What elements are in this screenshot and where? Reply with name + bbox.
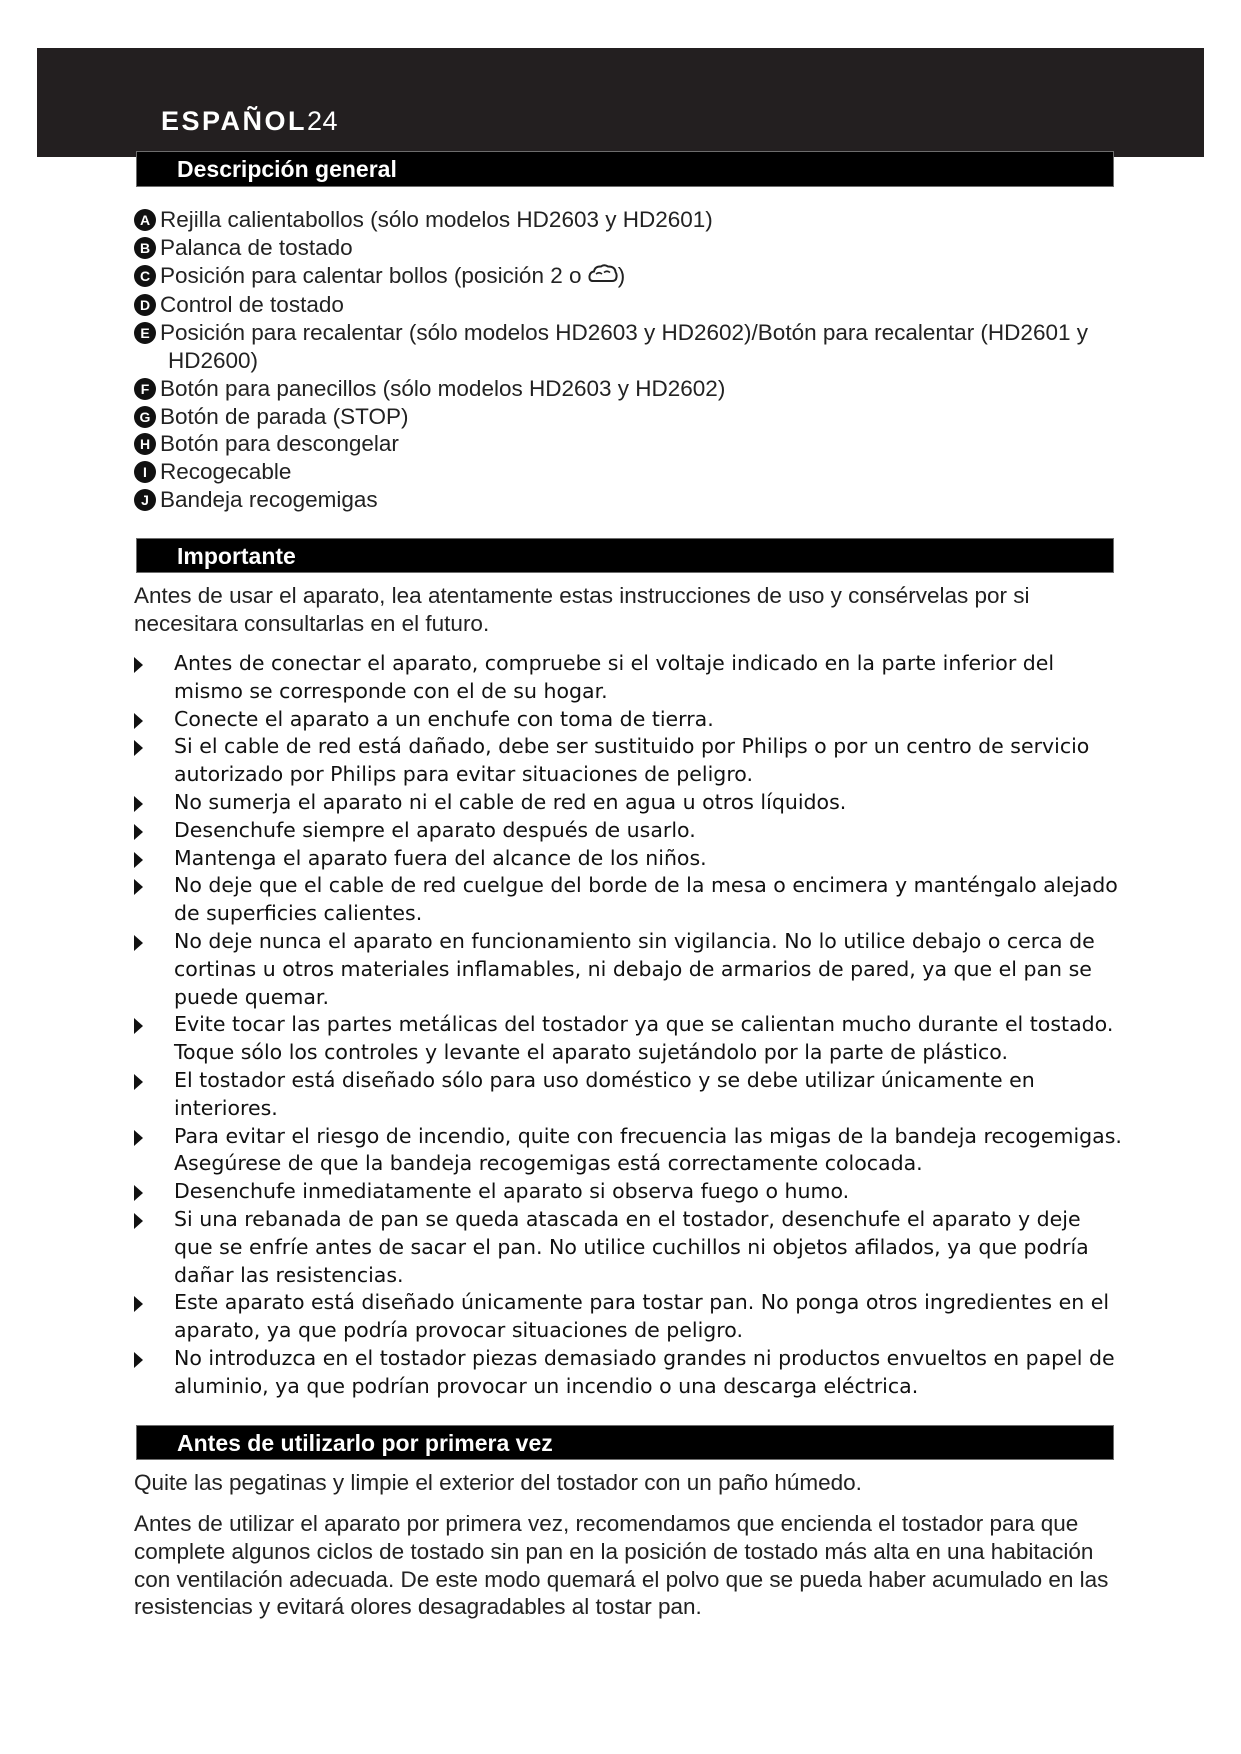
warning-text: No introduzca en el tostador piezas demasiado grandes ni productos envueltos en papel de aluminio, ya que podrían provocar un incendio o una descarga eléctrica. [174, 1345, 1115, 1398]
warning-text: No deje nunca el aparato en funcionamiento sin vigilancia. No lo utilice debajo o cerca de cortinas u otros materiales inflamables, ni debajo de armarios de pared, ya que el pan se puede quemar. [174, 928, 1095, 1009]
warning-text: Este aparato está diseñado únicamente para tostar pan. No ponga otros ingredientes en el aparato, ya que podría provocar situaciones de peligro. [174, 1290, 1110, 1343]
list-item [134, 1178, 1124, 1206]
item-text: Botón para descongelar [160, 431, 399, 457]
bullet-icon [134, 1074, 143, 1090]
list-item [134, 403, 1124, 431]
item-text-after: ) [617, 262, 626, 288]
warning-text: Si el cable de red está dañado, debe ser sustituido por Philips o por un centro de servicio autorizado por Philips para evitar situaciones de peligro. [174, 734, 1090, 787]
header-band [37, 48, 1204, 157]
bullet-icon [134, 824, 143, 840]
list-item [134, 1206, 1124, 1289]
list-item [134, 319, 1124, 375]
page-header [161, 106, 338, 137]
list-item [134, 733, 1124, 789]
letter-badge: A [134, 209, 156, 231]
warning-text: Evite tocar las partes metálicas del tostador ya que se calientan mucho durante el tostado. Toque sólo los controles y levante el aparato sujetándolo por la parte de plástico. [174, 1012, 1114, 1065]
warning-text: Conecte el aparato a un enchufe con toma de tierra. [174, 706, 714, 731]
warning-list [134, 650, 1124, 1401]
warning-text: Para evitar el riesgo de incendio, quite con frecuencia las migas de la bandeja recogemigas. Asegúrese de que la bandeja recogemigas está correctamente colocada. [174, 1123, 1122, 1176]
warning-text: No deje que el cable de red cuelgue del borde de la mesa o encimera y manténgalo alejado de superficies calientes. [174, 873, 1118, 926]
bullet-icon [134, 1213, 143, 1229]
letter-badge: C [134, 265, 156, 287]
warning-text: Desenchufe siempre el aparato después de usarlo. [174, 817, 696, 842]
bullet-icon [134, 1352, 143, 1368]
bullet-icon [134, 935, 143, 951]
section-title-overview: Descripción general [136, 151, 1114, 187]
letter-badge: B [134, 237, 156, 259]
list-item [134, 650, 1124, 706]
letter-badge: E [134, 322, 156, 344]
letter-badge: J [134, 489, 156, 511]
list-item [134, 845, 1124, 873]
list-item [134, 872, 1124, 928]
bullet-icon [134, 852, 143, 868]
list-item [134, 458, 1124, 486]
page-number: 24 [307, 106, 339, 136]
warning-text: No sumerja el aparato ni el cable de red en agua u otros líquidos. [174, 789, 847, 814]
list-item [134, 486, 1124, 514]
bullet-icon [134, 1018, 143, 1034]
section-title-important: Importante [136, 538, 1114, 573]
item-text: Botón para panecillos (sólo modelos HD2603 y HD2602) [160, 375, 726, 401]
list-item [134, 206, 1124, 234]
item-text: Posición para recalentar (sólo modelos HD2603 y HD2602)/Botón para recalentar (HD2601 y [160, 320, 1088, 346]
list-item [134, 1289, 1124, 1345]
overview-list [134, 206, 1124, 514]
letter-badge: G [134, 406, 156, 428]
item-text: Posición para calentar bollos (posición 2 o [160, 262, 588, 288]
important-intro: Antes de usar el aparato, lea atentamente estas instrucciones de uso y consérvelas por si necesitara consultarlas en el futuro. [134, 583, 1030, 636]
header-language: ESPAÑOL [161, 106, 308, 136]
list-item [134, 706, 1124, 734]
list-item [134, 1011, 1124, 1067]
letter-badge: F [134, 378, 156, 400]
first-use-paragraph-2: Antes de utilizar el aparato por primera vez, recomendamos que encienda el tostador para que complete algunos ciclos de tostado sin pan en la posición de tostado más alta en una habitación con ventilación adecuada. De este modo quemará el polvo que se pueda haber acumulado en las resistencias y evitará olores desagradables al tostar pan. [134, 1511, 1109, 1620]
bullet-icon [134, 713, 143, 729]
list-item [134, 817, 1124, 845]
list-item [134, 291, 1124, 319]
list-item [134, 1345, 1124, 1401]
section-title-first-use: Antes de utilizarlo por primera vez [136, 1425, 1114, 1460]
list-item [134, 262, 1124, 292]
letter-badge: H [134, 433, 156, 455]
letter-badge: I [134, 461, 156, 483]
warning-text: Si una rebanada de pan se queda atascada en el tostador, desenchufe el aparato y deje que se enfríe antes de sacar el pan. No utilice cuchillos ni objetos afilados, ya que podría dañar las resistencias. [174, 1206, 1089, 1287]
item-text: Rejilla calientabollos (sólo modelos HD2603 y HD2601) [160, 207, 713, 232]
warning-text: Antes de conectar el aparato, compruebe si el voltaje indicado en la parte inferior del mismo se corresponde con el de su hogar. [174, 651, 1055, 703]
bun-icon [588, 263, 618, 292]
list-item [134, 1123, 1124, 1179]
item-text: Botón de parada (STOP) [160, 403, 409, 429]
warning-text: El tostador está diseñado sólo para uso doméstico y se debe utilizar únicamente en interiores. [174, 1067, 1035, 1120]
item-text: Bandeja recogemigas [160, 486, 378, 512]
list-item [134, 789, 1124, 817]
list-item [134, 1067, 1124, 1123]
warning-text: Desenchufe inmediatamente el aparato si observa fuego o humo. [174, 1179, 850, 1204]
bullet-icon [134, 740, 143, 756]
item-text-continuation: HD2600) [168, 347, 259, 373]
list-item [134, 234, 1124, 262]
item-text: Recogecable [160, 459, 292, 485]
warning-text: Mantenga el aparato fuera del alcance de los niños. [174, 845, 707, 870]
list-item [134, 430, 1124, 458]
list-item [134, 375, 1124, 403]
first-use-paragraph-1: Quite las pegatinas y limpie el exterior del tostador con un paño húmedo. [134, 1470, 862, 1495]
bullet-icon [134, 1185, 143, 1201]
item-text: Palanca de tostado [160, 234, 353, 260]
letter-badge: D [134, 294, 156, 316]
bullet-icon [134, 879, 143, 895]
bullet-icon [134, 1130, 143, 1146]
bullet-icon [134, 657, 143, 673]
item-text: Control de tostado [160, 292, 344, 318]
list-item [134, 928, 1124, 1011]
bullet-icon [134, 1296, 143, 1312]
bullet-icon [134, 796, 143, 812]
